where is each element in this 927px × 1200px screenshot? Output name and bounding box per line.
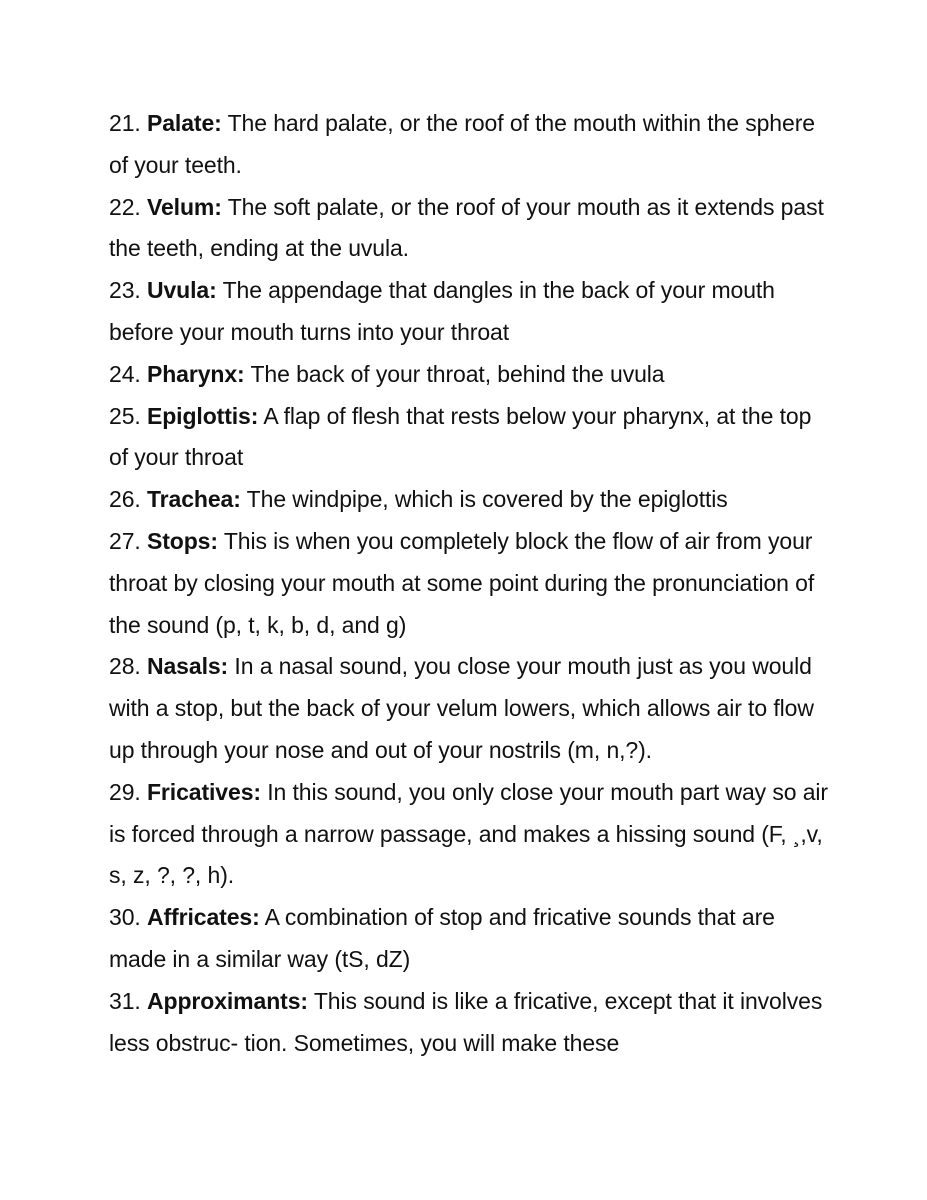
entry-term: Epiglottis: — [146, 402, 259, 429]
entry-definition: The windpipe, which is covered by the epiglottis — [246, 486, 728, 513]
glossary-entry-stops — [109, 521, 829, 646]
entry-term: Fricatives: — [146, 778, 261, 805]
entry-definition: In this sound, you only close your mouth part way so air is forced through a narrow passage, and makes a hissing sound (F, ¸,v, s, z, ?, ?, h). — [109, 778, 828, 889]
entry-definition: This sound is like a fricative, except that it involves less obstruc- tion. Sometimes, you will make these — [109, 987, 823, 1056]
entry-number: 30. — [109, 904, 141, 931]
glossary-entry-velum — [109, 187, 829, 271]
entry-term: Affricates: — [146, 904, 260, 931]
glossary-entry-uvula — [109, 270, 829, 354]
entry-number: 21. — [109, 110, 141, 136]
glossary-entry-nasals — [109, 646, 829, 771]
entry-number: 22. — [109, 193, 141, 220]
entry-term: Stops: — [146, 527, 218, 554]
entry-term: Velum: — [146, 193, 222, 220]
entry-number: 26. — [109, 486, 141, 513]
entry-definition: The hard palate, or the roof of the mouth within the sphere of your teeth. — [109, 110, 815, 178]
entry-number: 29. — [109, 778, 141, 805]
entry-definition: A flap of flesh that rests below your pharynx, at the top of your throat — [109, 402, 812, 471]
entry-term: Palate: — [146, 110, 222, 136]
entry-definition: This is when you completely block the flow of air from your throat by closing your mouth at some point during the pronunciation of the sound (p, t, k, b, d, and g) — [109, 527, 815, 638]
entry-term: Pharynx: — [146, 360, 245, 387]
entry-number: 24. — [109, 360, 141, 387]
glossary-entry-pharynx — [109, 354, 829, 396]
glossary-list — [109, 103, 829, 1064]
glossary-entry-trachea — [109, 479, 829, 521]
entry-number: 25. — [109, 402, 141, 429]
entry-term: Approximants: — [146, 987, 308, 1014]
glossary-entry-fricatives — [109, 772, 829, 897]
entry-definition: The back of your throat, behind the uvula — [250, 360, 665, 387]
entry-term: Trachea: — [146, 486, 241, 513]
entry-number: 31. — [109, 987, 141, 1014]
glossary-entry-approximants — [109, 981, 829, 1065]
entry-number: 23. — [109, 277, 141, 304]
entry-definition: A combination of stop and fricative sounds that are made in a similar way (tS, dZ) — [109, 904, 775, 972]
glossary-entry-epiglottis — [109, 396, 829, 480]
entry-definition: In a nasal sound, you close your mouth just as you would with a stop, but the back of your velum lowers, which allows air to flow up through your nose and out of your nostrils (m, n,?). — [109, 653, 814, 763]
entry-number: 27. — [109, 527, 141, 554]
entry-term: Nasals: — [146, 653, 229, 680]
glossary-entry-affricates — [109, 897, 829, 981]
entry-number: 28. — [109, 653, 141, 680]
glossary-entry-palate — [109, 103, 829, 187]
entry-definition: The appendage that dangles in the back of your mouth before your mouth turns into your throat — [109, 277, 775, 345]
entry-definition: The soft palate, or the roof of your mouth as it extends past the teeth, ending at the uvula. — [109, 193, 824, 262]
entry-term: Uvula: — [146, 277, 217, 304]
